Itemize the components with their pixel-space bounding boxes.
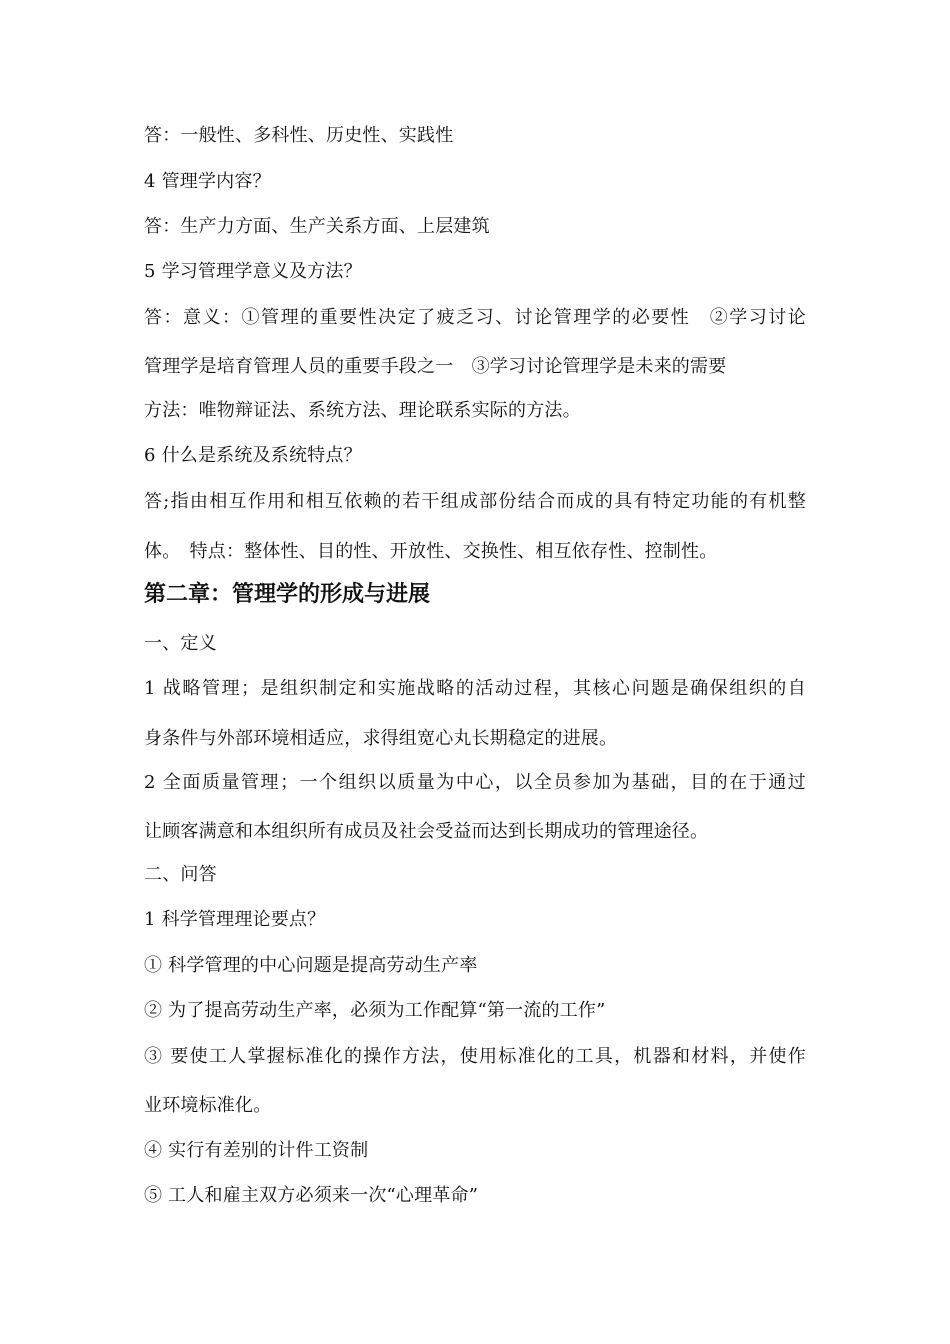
answer-line: 答;指由相互作用和相互依赖的若干组成部份结合而成的具有特定功能的有机整 — [144, 491, 806, 512]
list-item: ⑤ 工人和雇主双方必须来一次“心理革命” — [144, 1185, 479, 1206]
answer-line: 答：生产力方面、生产关系方面、上层建筑 — [144, 216, 490, 237]
list-item: 业环境标准化。 — [144, 1095, 272, 1116]
answer-line: 方法：唯物辩证法、系统方法、理论联系实际的方法。 — [144, 400, 581, 421]
question-line: 4 管理学内容？ — [144, 171, 271, 192]
section-heading: 二、问答 — [144, 864, 217, 885]
list-item: ② 为了提高劳动生产率，必须为工作配算“第一流的工作” — [144, 1000, 606, 1021]
answer-line: 管理学是培育管理人员的重要手段之一 ③学习讨论管理学是未来的需要 — [144, 356, 727, 377]
definition-line: 让顾客满意和本组织所有成员及社会受益而达到长期成功的管理途径。 — [144, 821, 709, 842]
section-heading: 一、定义 — [144, 633, 217, 654]
answer-line: 答：一般性、多科性、历史性、实践性 — [144, 125, 454, 146]
question-line: 1 科学管理理论要点？ — [144, 909, 326, 930]
question-line: 6 什么是系统及系统特点？ — [144, 445, 362, 466]
answer-line: 答：意义：①管理的重要性决定了疲乏习、讨论管理学的必要性 ②学习讨论 — [144, 307, 806, 328]
list-item: ④ 实行有差别的计件工资制 — [144, 1140, 369, 1161]
chapter-heading: 第二章：管理学的形成与进展 — [144, 582, 431, 607]
list-item: ① 科学管理的中心问题是提高劳动生产率 — [144, 955, 478, 976]
definition-line: 身条件与外部环境相适应，求得组宽心丸长期稳定的进展。 — [144, 728, 618, 749]
definition-line: 2 全面质量管理；一个组织以质量为中心，以全员参加为基础，目的在于通过 — [144, 772, 806, 793]
definition-line: 1 战略管理；是组织制定和实施战略的活动过程，其核心问题是确保组织的自 — [144, 678, 806, 699]
list-item: ③ 要使工人掌握标准化的操作方法，使用标准化的工具，机器和材料，并使作 — [144, 1046, 806, 1067]
answer-line: 体。 特点：整体性、目的性、开放性、交换性、相互依存性、控制性。 — [144, 541, 718, 562]
question-line: 5 学习管理学意义及方法？ — [144, 261, 362, 282]
